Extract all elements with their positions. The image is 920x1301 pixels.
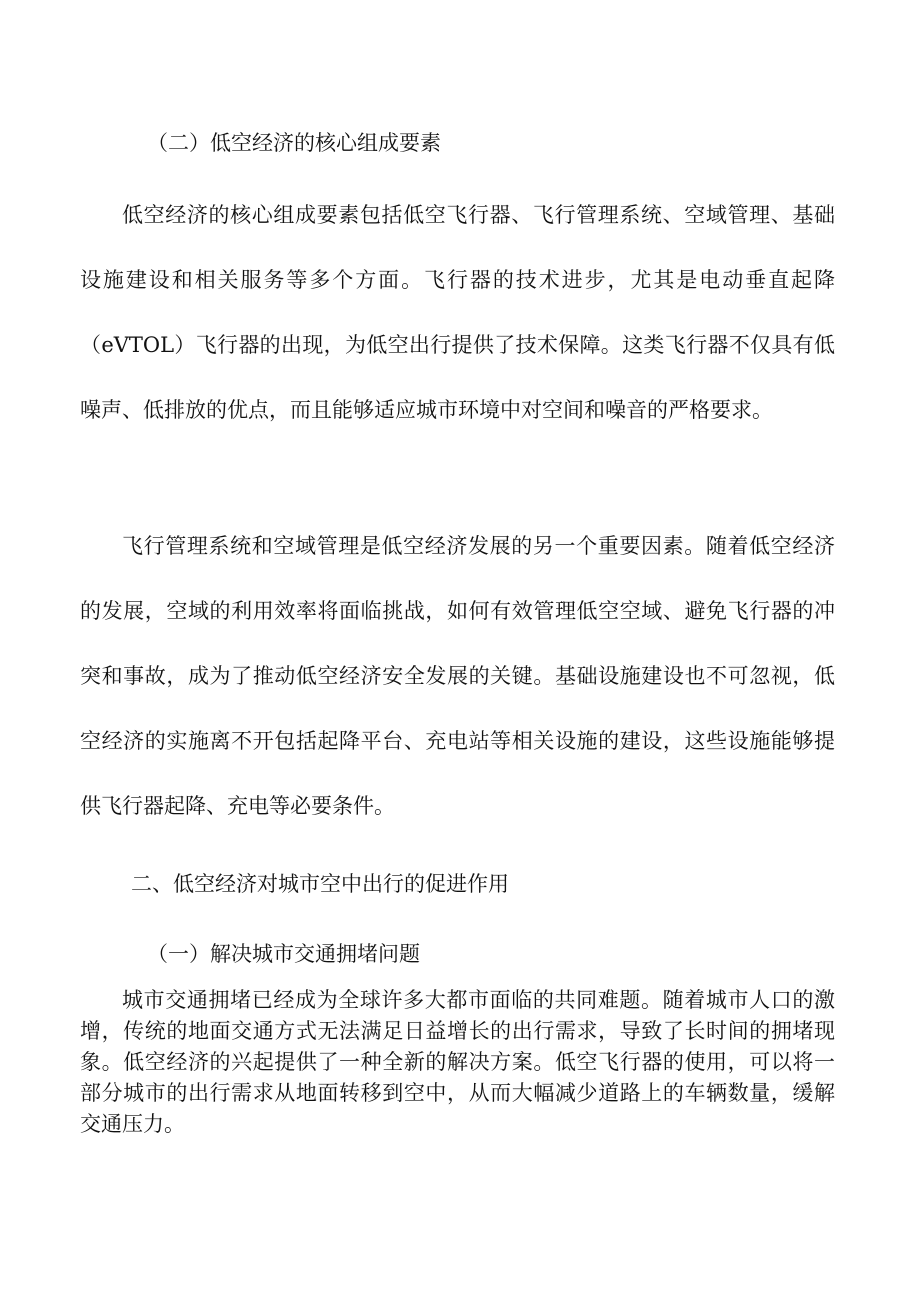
paragraph-traffic-congestion: 城市交通拥堵已经成为全球许多大都市面临的共同难题。随着城市人口的激增，传统的地面交通方式无法满足日益增长的出行需求，导致了长时间的拥堵现象。低空经济的兴起提供了一种全新的解决方案。低空飞行器的使用，可以将一部分城市的出行需求从地面转移到空中，从而大幅减少道路上的车辆数量，缓解交通压力。 <box>80 988 835 1136</box>
section-heading-2-2: （二）低空经济的核心组成要素 <box>147 131 441 155</box>
paragraph-flight-management: 飞行管理系统和空域管理是低空经济发展的另一个重要因素。随着低空经济的发展，空域的利用效率将面临挑战，如何有效管理低空空域、避免飞行器的冲突和事故，成为了推动低空经济安全发展的关键。基础设施建设也不可忽视，低空经济的实施离不开包括起降平台、充电站等相关设施的建设，这些设施能够提供飞行器起降、充电等必要条件。 <box>80 534 835 818</box>
chapter-heading-2: 二、低空经济对城市空中出行的促进作用 <box>131 872 509 896</box>
section-heading-2-1: （一）解决城市交通拥堵问题 <box>147 942 420 966</box>
paragraph-core-elements: 低空经济的核心组成要素包括低空飞行器、飞行管理系统、空域管理、基础设施建设和相关服务等多个方面。飞行器的技术进步，尤其是电动垂直起降（eVTOL）飞行器的出现，为低空出行提供了技术保障。这类飞行器不仅具有低噪声、低排放的优点，而且能够适应城市环境中对空间和噪音的严格要求。 <box>80 203 835 422</box>
